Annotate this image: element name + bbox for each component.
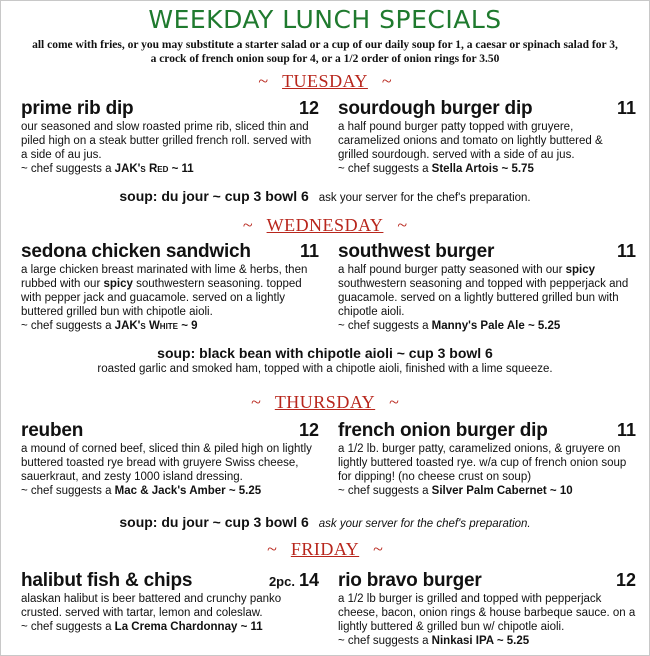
item-name: halibut fish & chips <box>21 570 193 591</box>
item-name: sourdough burger dip <box>338 98 533 119</box>
item-description: a large chicken breast marinated with lime & herbs, then rubbed with our spicy southwestern seasoning. topped with pepper jack and guacamole. served on a lightly buttered grilled bun with chipotle aioli. <box>21 264 308 318</box>
soup-wednesday <box>1 345 649 361</box>
soup-note: ask your server for the chef's preparation. <box>318 518 531 530</box>
item-description: a half pound burger patty topped with gruyere, caramelized onions and tomato on lightly buttered & grilled sourdough. served with a side of au jus. <box>338 121 603 161</box>
menu-item-halibut-fish-and-chips <box>21 570 319 634</box>
item-name: prime rib dip <box>21 98 134 119</box>
soup-note: ask your server for the chef's preparation. <box>318 192 531 204</box>
chef-suggestion: ~ chef suggests a Mac & Jack's Amber ~ 5.25 <box>21 485 262 497</box>
soup-label: soup: du jour ~ cup 3 bowl 6 <box>119 188 309 204</box>
intro-line-1: all come with fries, or you may substitute a starter salad or a cup of our daily soup for 1, a caesar or spinach salad for 3, <box>32 39 618 51</box>
item-price: 11 <box>299 241 319 261</box>
chef-suggestion: ~ chef suggests a Ninkasi IPA ~ 5.25 <box>338 635 530 647</box>
menu-item-sedona-chicken-sandwich <box>21 241 319 333</box>
item-price: 2pc. 14 <box>268 570 319 590</box>
day-heading-wednesday: ~ WEDNESDAY ~ <box>242 215 408 235</box>
chef-suggestion: ~ chef suggests a Silver Palm Cabernet ~ 10 <box>338 485 573 497</box>
page-title: WEEKDAY LUNCH SPECIALS <box>148 5 502 34</box>
item-price: 12 <box>615 570 636 590</box>
item-description: a mound of corned beef, sliced thin & piled high on lightly buttered toasted rye bread with gruyere Swiss cheese, sauerkraut, and zesty 1000 island dressing. <box>21 443 312 483</box>
day-heading-thursday: ~ THURSDAY ~ <box>251 392 399 412</box>
menu-item-southwest-burger <box>338 241 636 333</box>
soup-label: soup: du jour ~ cup 3 bowl 6 <box>119 514 309 530</box>
day-label: TUESDAY <box>282 71 368 91</box>
soup-thursday <box>1 514 649 530</box>
menu-item-prime-rib-dip <box>21 98 319 176</box>
chef-suggestion: ~ chef suggests a Manny's Pale Ale ~ 5.25 <box>338 320 561 332</box>
item-name: southwest burger <box>338 241 495 262</box>
day-label: THURSDAY <box>274 392 376 412</box>
item-name: reuben <box>21 420 84 441</box>
item-price: 12 <box>298 420 319 440</box>
day-heading-friday: ~ FRIDAY ~ <box>267 539 383 559</box>
soup-label: soup: black bean with chipotle aioli ~ cup 3 bowl 6 <box>157 345 493 361</box>
item-description: a 1/2 lb. burger patty, caramelized onions, & gruyere on lightly buttered toasted rye. w/a cup of french onion soup for dipping! (no cheese crust on soup) <box>338 443 627 483</box>
menu-item-french-onion-burger-dip <box>338 420 636 498</box>
chef-suggestion: ~ chef suggests a Stella Artois ~ 5.75 <box>338 163 534 175</box>
chef-suggestion: ~ chef suggests a La Crema Chardonnay ~ 11 <box>21 621 263 633</box>
soup-description: roasted garlic and smoked ham, topped with a chipotle aioli, finished with a lime squeeze. <box>97 363 553 375</box>
menu-item-rio-bravo-burger <box>338 570 636 648</box>
intro-line-2: a crock of french onion soup for 4, or a 1/2 order of onion rings for 3.50 <box>150 53 500 65</box>
item-piece-count: 2pc. <box>268 574 295 589</box>
item-name: rio bravo burger <box>338 570 482 591</box>
day-label: WEDNESDAY <box>266 215 384 235</box>
intro-text <box>7 38 643 66</box>
item-description: a 1/2 lb burger is grilled and topped with pepperjack cheese, bacon, onion rings & house barbeque sauce. on a lightly buttered & grilled bun w/ chipotle aioli. <box>338 593 636 633</box>
item-description: our seasoned and slow roasted prime rib, sliced thin and piled high on a steak butter grilled french roll. served with a side of au jus. <box>21 121 312 161</box>
day-heading-tuesday <box>1 71 649 92</box>
tilde-right: ~ <box>381 71 392 91</box>
menu-item-reuben <box>21 420 319 498</box>
chef-suggestion: ~ chef suggests a JAK's Red ~ 11 <box>21 163 194 175</box>
item-price: 11 <box>616 241 636 261</box>
tilde-left: ~ <box>258 71 269 91</box>
item-description: a half pound burger patty seasoned with our spicy southwestern seasoning and topped with pepperjack and guacamole. served on a lightly buttered grilled bun with chipotle aioli. <box>338 264 629 318</box>
chef-suggestion: ~ chef suggests a JAK's White ~ 9 <box>21 320 198 332</box>
item-price: 11 <box>616 98 636 118</box>
item-description: alaskan halibut is beer battered and crunchy panko crusted. served with tartar, lemon and coleslaw. <box>21 593 282 619</box>
item-price: 11 <box>616 420 636 440</box>
item-name: sedona chicken sandwich <box>21 241 251 262</box>
day-label: FRIDAY <box>290 539 360 559</box>
item-name: french onion burger dip <box>338 420 548 441</box>
menu-item-sourdough-burger-dip <box>338 98 636 176</box>
item-price: 12 <box>298 98 319 118</box>
soup-tuesday <box>1 188 649 204</box>
